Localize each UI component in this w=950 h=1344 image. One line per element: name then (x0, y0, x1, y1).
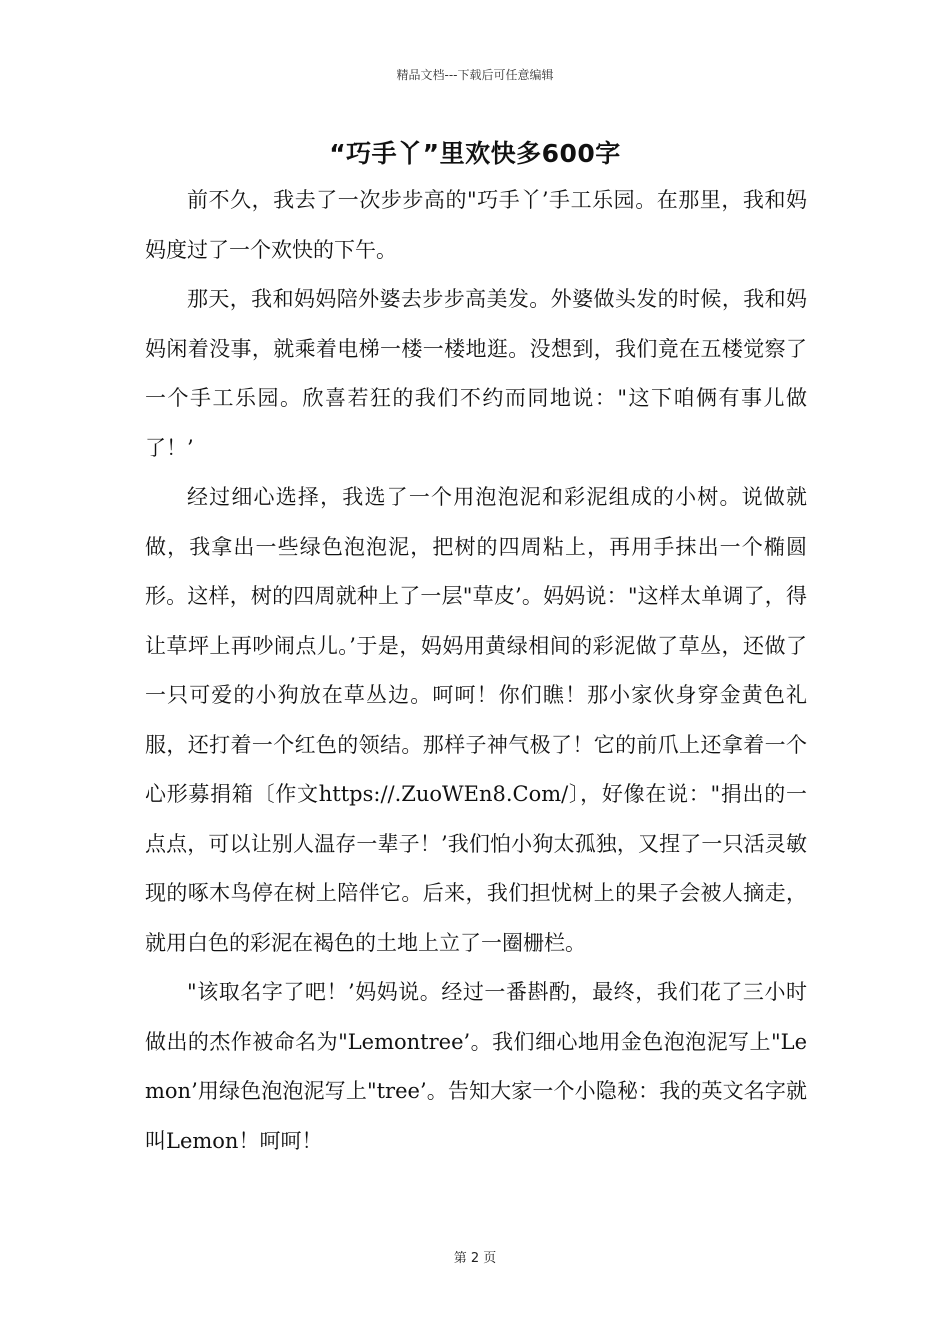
paragraph: 前不久，我去了一次步步高的"巧手丫’手工乐园。在那里，我和妈妈度过了一个欢快的下午。 (145, 188, 807, 262)
document-header: 精品文档---下载后可任意编辑 (396, 68, 554, 82)
paragraph: 那天，我和妈妈陪外婆去步步高美发。外婆做头发的时候，我和妈妈闲着没事，就乘着电梯一楼一楼地逛。没想到，我们竟在五楼觉察了一个手工乐园。欣喜若狂的我们不约而同地说："这下咱俩有事儿做了！’ (145, 287, 807, 460)
essay-title: “巧手丫”里欢快多600字 (329, 139, 621, 168)
paragraph: "该取名字了吧！’妈妈说。经过一番斟酌，最终，我们花了三小时做出的杰作被命名为"Lemontree’。我们细心地用金色泡泡泥写上"Lemon’用绿色泡泡泥写上"tree’。告知大家一个小隐秘：我的英文名字就叫Lemon！呵呵！ (145, 980, 807, 1153)
page-number: 第 2 页 (453, 1251, 497, 1266)
paragraph: 经过细心选择，我选了一个用泡泡泥和彩泥组成的小树。说做就做，我拿出一些绿色泡泡泥，把树的四周粘上，再用手抹出一个椭圆形。这样，树的四周就种上了一层"草皮’。妈妈说："这样太单调了，得让草坪上再吵闹点儿。’于是，妈妈用黄绿相间的彩泥做了草丛，还做了一只可爱的小狗放在草丛边。呵呵！你们瞧！那小家伙身穿金黄色礼服，还打着一个红色的领结。那样子神气极了！它的前爪上还拿着一个心形募捐箱〔作文https://.ZuoWEn8.Com/〕，好像在说："捐出的一点点，可以让别人温存一辈子！’我们怕小狗太孤独，又捏了一只活灵敏现的啄木鸟停在树上陪伴它。后来，我们担忧树上的果子会被人摘走，就用白色的彩泥在褐色的土地上立了一圈栅栏。 (145, 485, 807, 955)
essay-body (145, 176, 807, 1166)
